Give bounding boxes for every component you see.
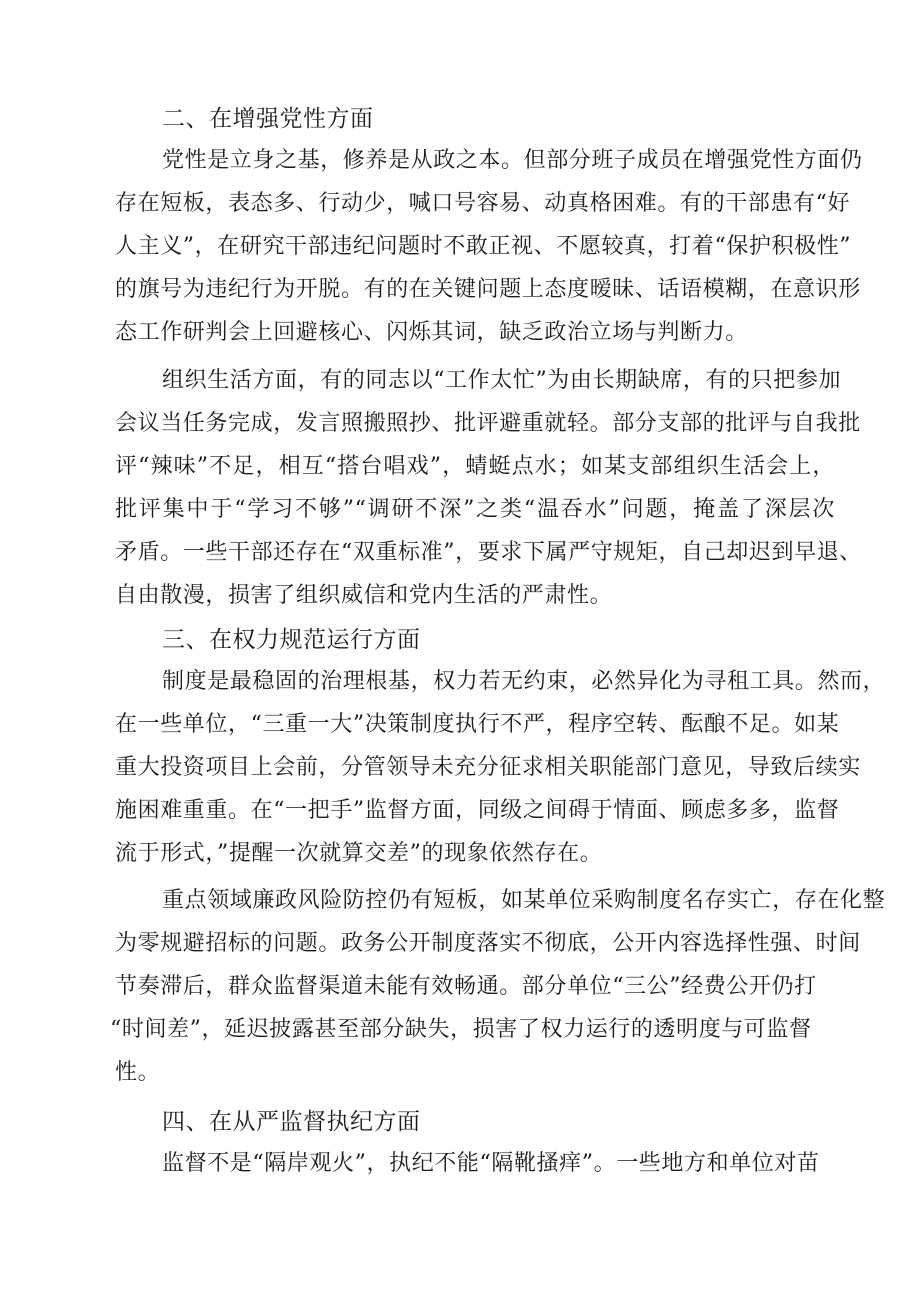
paragraph-line: 党性是立身之基，修养是从政之本。但部分班子成员在增强党性方面仍 [162,148,863,173]
paragraph-line: 监督不是“隔岸观火”，执纪不能“隔靴搔痒”。一些地方和单位对苗 [162,1151,820,1176]
section-heading: 二、在增强党性方面 [162,106,374,132]
paragraph-line: 评“辣味”不足，相互“搭台唱戏”，蜻蜓点水；如某支部组织生活会上， [115,454,835,479]
paragraph-line: 节奏滞后，群众监督渠道未能有效畅通。部分单位“三公”经费公开仍打 [115,974,817,999]
paragraph-line: 自由散漫，损害了组织威信和党内生活的严肃性。 [115,583,613,608]
paragraph-line: 重点领域廉政风险防控仍有短板，如某单位采购制度名存实亡，存在化整 [162,888,886,913]
section-heading: 四、在从严监督执纪方面 [162,1109,421,1135]
paragraph-line: “时间差”，延迟披露甚至部分缺失，损害了权力运行的透明度与可监督 [110,1017,812,1042]
paragraph-line: 为零规避招标的问题。政务公开制度落实不彻底，公开内容选择性强、时间 [115,931,861,956]
paragraph-line: 人主义”，在研究干部违纪问题时不敢正视、不愿较真，打着“保护积极性” [115,234,852,259]
paragraph-line: 组织生活方面，有的同志以“工作太忙”为由长期缺席，有的只把参加 [162,368,842,393]
paragraph-line: 存在短板，表态多、行动少，喊口号容易、动真格困难。有的干部患有“好 [115,191,851,216]
paragraph-line: 在一些单位，“三重一大”决策制度执行不严，程序空转、酝酿不足。如某 [115,712,840,737]
paragraph-line: 批评集中于“学习不够”“调研不深”之类“温吞水”问题，掩盖了深层次 [115,497,835,522]
paragraph-line: 流于形式，”提醒一次就算交差”的现象依然存在。 [115,841,603,866]
paragraph-line: 会议当任务完成，发言照搬照抄、批评避重就轻。部分支部的批评与自我批 [115,411,861,436]
paragraph-line: 性。 [115,1060,161,1085]
paragraph-line: 重大投资项目上会前，分管领导未充分征求相关职能部门意见，导致后续实 [115,755,861,780]
paragraph-line: 制度是最稳固的治理根基，权力若无约束，必然异化为寻租工具。然而， [162,669,886,694]
section-heading: 三、在权力规范运行方面 [162,627,421,653]
paragraph-line: 态工作研判会上回避核心、闪烁其词，缺乏政治立场与判断力。 [115,320,748,345]
paragraph-line: 的旗号为违纪行为开脱。有的在关键问题上态度暧昧、话语模糊，在意识形 [115,277,861,302]
paragraph-line: 矛盾。一些干部还存在“双重标准”，要求下属严守规矩，自己却迟到早退、 [115,540,862,565]
paragraph-line: 施困难重重。在“一把手”监督方面，同级之间碍于情面、顾虑多多，监督 [115,798,840,823]
